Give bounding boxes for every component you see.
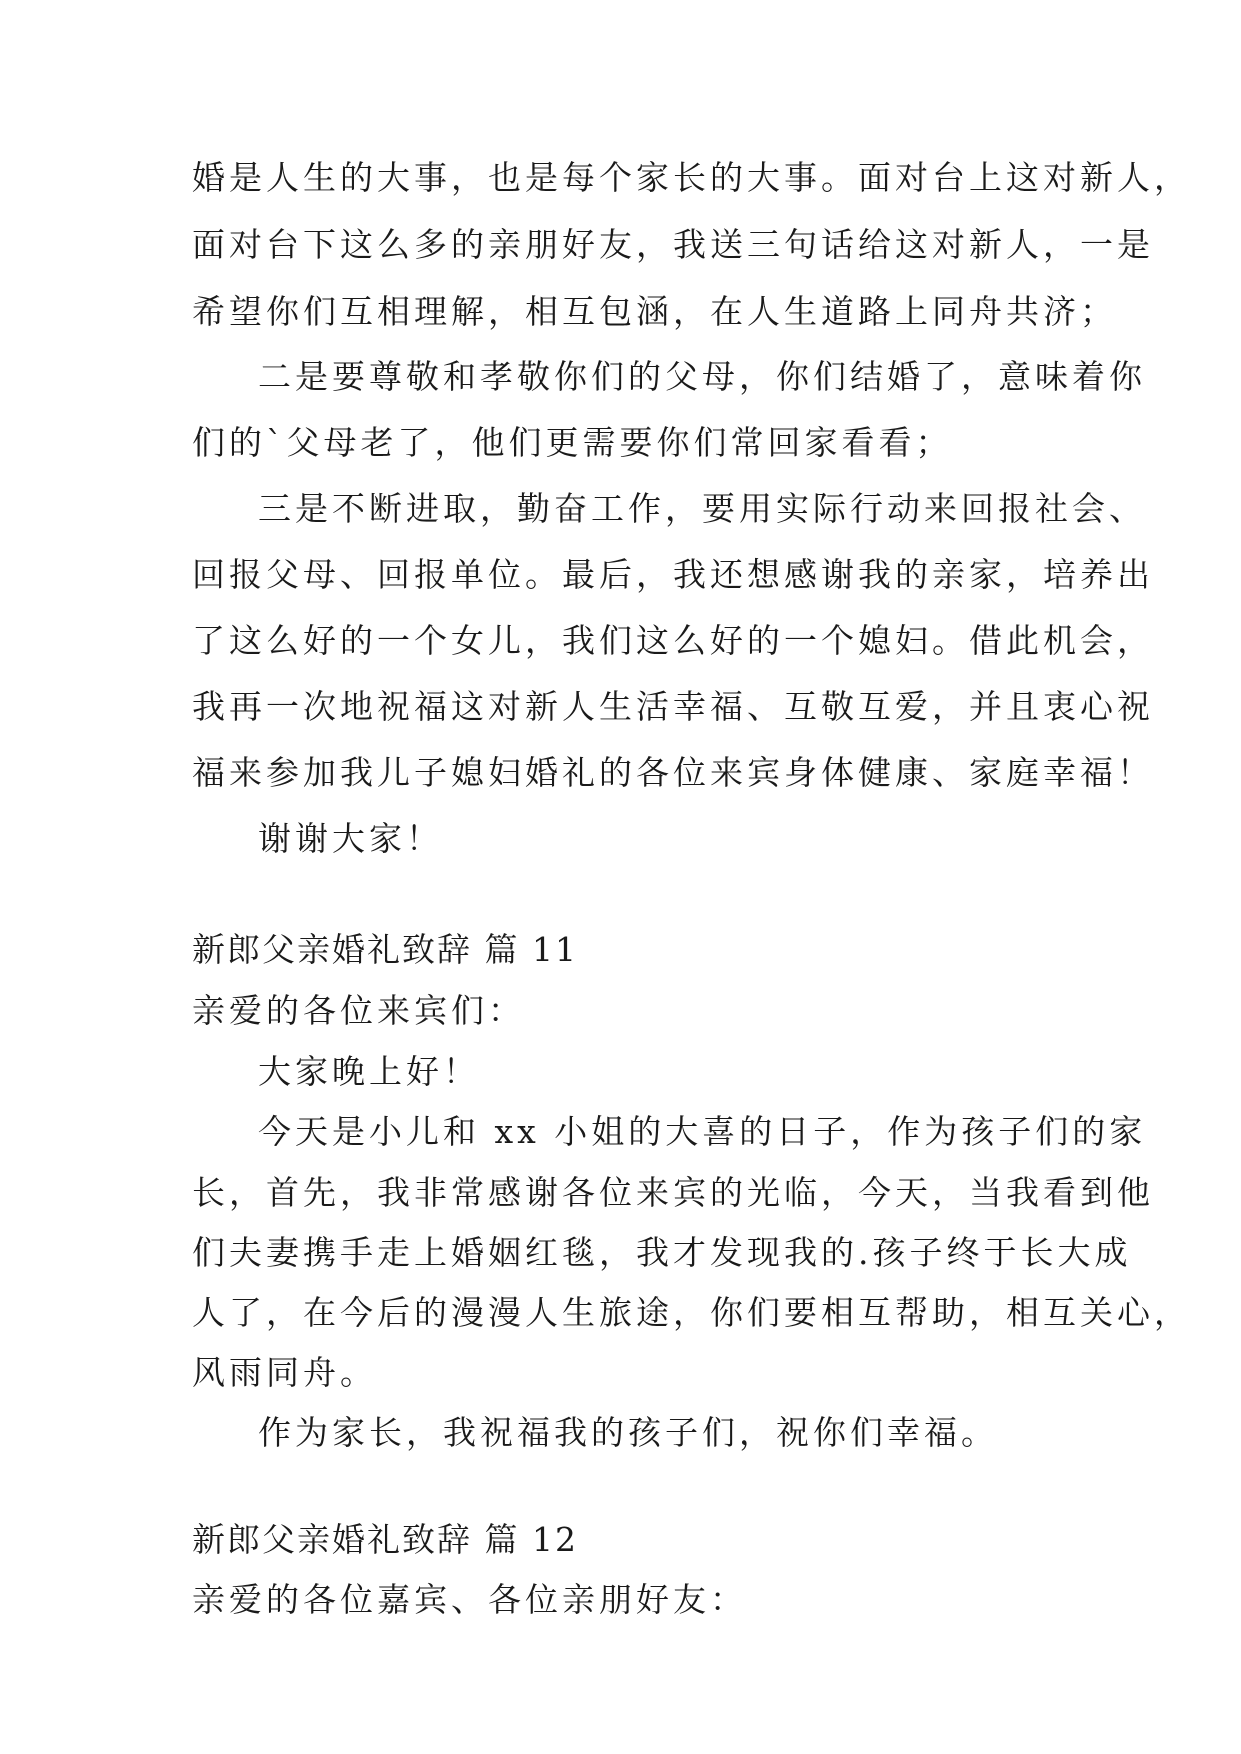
body-text-line: 今天是小儿和 xx 小姐的大喜的日子，作为孩子们的家 [258, 1112, 1147, 1151]
salutation: 亲爱的各位嘉宾、各位亲朋好友： [192, 1580, 747, 1619]
greeting-line: 大家晚上好！ [258, 1052, 480, 1091]
body-text-line: 我再一次地祝福这对新人生活幸福、互敬互爱，并且衷心祝 [192, 687, 1154, 726]
body-text-line: 人了，在今后的漫漫人生旅途，你们要相互帮助，相互关心， [192, 1293, 1191, 1332]
body-text-line: 长，首先，我非常感谢各位来宾的光临，今天，当我看到他 [192, 1173, 1154, 1212]
section-heading: 新郎父亲婚礼致辞 篇 11 [192, 930, 578, 969]
body-text-line: 婚是人生的大事，也是每个家长的大事。面对台上这对新人， [192, 158, 1191, 197]
body-text-line: 了这么好的一个女儿，我们这么好的一个媳妇。借此机会， [192, 621, 1154, 660]
body-text-line: 三是不断进取，勤奋工作，要用实际行动来回报社会、 [258, 489, 1146, 528]
body-text-line: 们夫妻携手走上婚姻红毯，我才发现我的.孩子终于长大成 [192, 1233, 1132, 1272]
body-text-line: 希望你们互相理解，相互包涵，在人生道路上同舟共济； [192, 292, 1117, 331]
body-text-line: 们的`父母老了，他们更需要你们常回家看看； [192, 423, 953, 462]
body-text-line: 回报父母、回报单位。最后，我还想感谢我的亲家，培养出 [192, 555, 1154, 594]
thanks-line: 谢谢大家！ [258, 819, 443, 858]
salutation: 亲爱的各位来宾们： [192, 991, 525, 1030]
body-text-line: 面对台下这么多的亲朋好友，我送三句话给这对新人，一是 [192, 225, 1154, 264]
section-heading: 新郎父亲婚礼致辞 篇 12 [192, 1520, 578, 1559]
body-text-line: 福来参加我儿子媳妇婚礼的各位来宾身体健康、家庭幸福！ [192, 753, 1154, 792]
closing-line: 作为家长，我祝福我的孩子们，祝你们幸福。 [258, 1413, 998, 1452]
body-text-line: 风雨同舟。 [192, 1353, 377, 1392]
body-text-line: 二是要尊敬和孝敬你们的父母，你们结婚了，意味着你 [258, 357, 1146, 396]
